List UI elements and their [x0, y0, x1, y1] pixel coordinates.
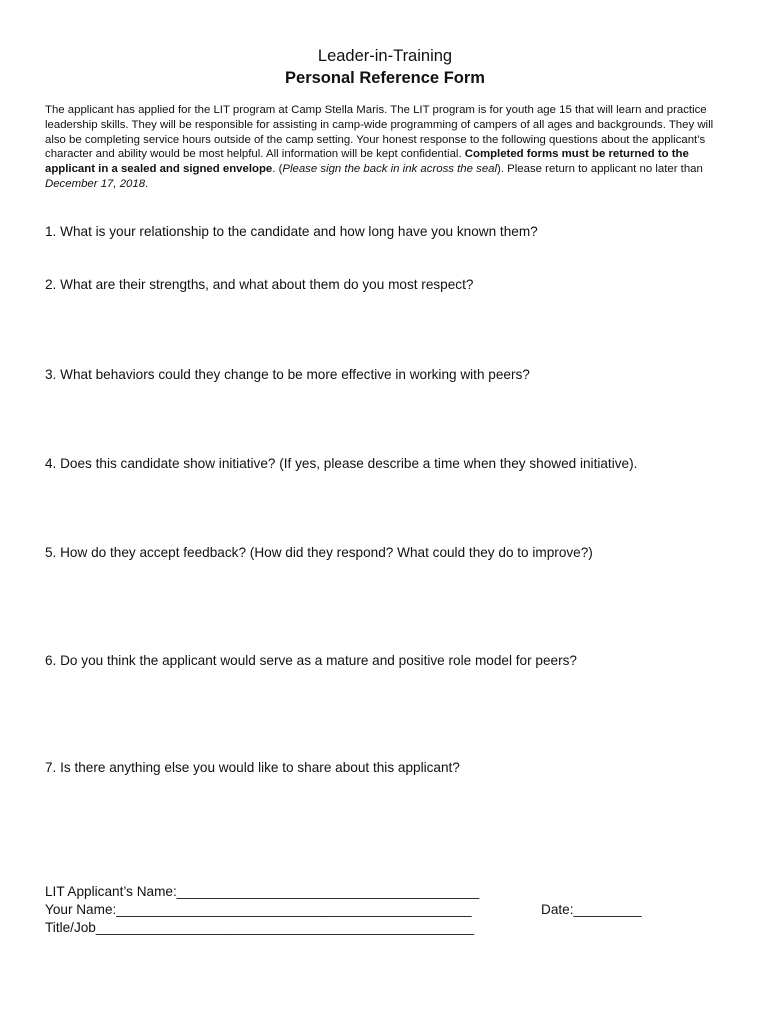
- question-6: 6. Do you think the applicant would serve as a mature and positive role model for peers?: [45, 653, 577, 668]
- question-1: 1. What is your relationship to the candidate and how long have you known them?: [45, 224, 538, 239]
- intro-text: . (: [272, 163, 283, 176]
- question-4: 4. Does this candidate show initiative? (If yes, please describe a time when they showed initiative).: [45, 456, 638, 471]
- form-title: Leader-in-Training: [317, 47, 453, 65]
- question-7: 7. Is there anything else you would like to share about this applicant?: [45, 760, 460, 775]
- date-line[interactable]: Date:_________: [541, 902, 642, 917]
- intro-text: .: [145, 177, 149, 190]
- intro-paragraph: [45, 103, 735, 192]
- title-job-line[interactable]: Title/Job__________________________________________________: [45, 920, 474, 935]
- intro-text: The applicant has applied for the LIT program at Camp Stella Maris. The LIT program is for youth age 15 that will learn and practice leadership skills. They will be responsible for assisting in camp-wide programming of campers of all ages and backgrounds. They will also be completing service hours outside of the camp setting. Your honest response to the following questions about the applicant’s character and ability would be most helpful. All information will be kept confidential.: [45, 104, 714, 161]
- intro-deadline: December 17, 2018: [45, 177, 146, 190]
- question-2: 2. What are their strengths, and what about them do you most respect?: [45, 277, 474, 292]
- your-name-line[interactable]: Your Name:_______________________________________________: [45, 902, 472, 917]
- question-3: 3. What behaviors could they change to be more effective in working with peers?: [45, 367, 530, 382]
- intro-seal-instruction: Please sign the back in ink across the seal: [282, 163, 498, 176]
- question-5: 5. How do they accept feedback? (How did they respond? What could they do to improve?): [45, 545, 593, 560]
- intro-text: ). Please return to applicant no later than: [497, 163, 703, 176]
- intro-instruction-bold: Completed forms must be returned to the applicant in a sealed and signed envelope: [45, 148, 689, 176]
- form-subtitle: Personal Reference Form: [285, 69, 485, 87]
- applicant-name-line[interactable]: LIT Applicant’s Name:________________________________________: [45, 884, 480, 899]
